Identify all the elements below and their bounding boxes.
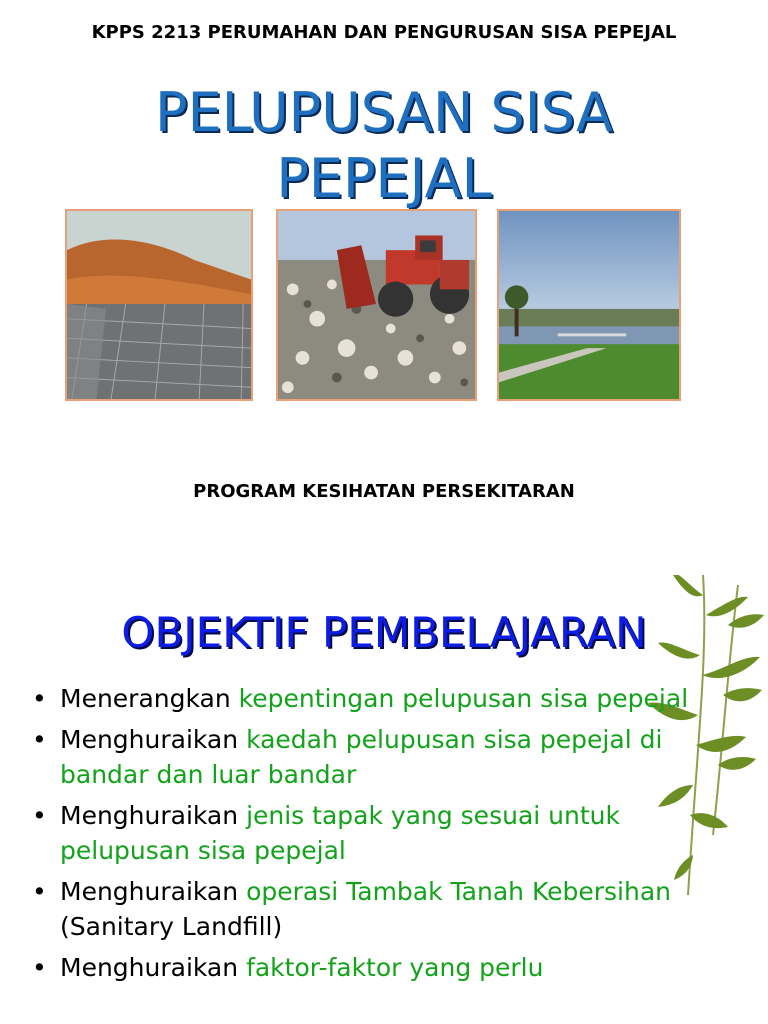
bullet-highlight: kepentingan pelupusan sisa pepejal [238, 684, 689, 713]
course-heading: KPPS 2213 PERUMAHAN DAN PENGURUSAN SISA PEPEJAL [91, 22, 677, 43]
bullet-highlight: operasi Tambak Tanah Kebersihan [246, 877, 671, 906]
objectives-slide [0, 575, 768, 1024]
objectives-list [32, 681, 752, 991]
list-item [32, 798, 752, 868]
slide-title [0, 80, 768, 212]
reclaimed-park-photo [497, 209, 681, 401]
list-item [32, 722, 752, 792]
bullet-highlight: kaedah pelupusan sisa pepejal di bandar dan luar bandar [60, 725, 663, 789]
slide-title-line-2: PEPEJAL [276, 147, 492, 210]
list-item [32, 681, 752, 716]
list-item [32, 874, 752, 944]
bulldozer-landfill-photo [276, 209, 477, 401]
bullet-highlight: faktor-faktor yang perlu [246, 953, 544, 982]
bullet-lead: Menghuraikan [60, 725, 247, 754]
bullet-lead: Menghuraikan [60, 877, 247, 906]
landfill-excavation-photo [65, 209, 253, 401]
bullet-lead: Menghuraikan [60, 801, 247, 830]
bullet-lead: Menerangkan [60, 684, 239, 713]
program-name: PROGRAM KESIHATAN PERSEKITARAN [193, 481, 575, 502]
bullet-lead: Menghuraikan [60, 953, 247, 982]
list-item [32, 950, 752, 985]
bullet-highlight: jenis tapak yang sesuai untuk pelupusan sisa pepejal [60, 801, 620, 865]
slide-title-line-1: PELUPUSAN SISA [155, 81, 613, 144]
objectives-title: OBJEKTIF PEMBELAJARAN [121, 608, 647, 657]
bullet-tail: (Sanitary Landfill) [60, 912, 283, 941]
